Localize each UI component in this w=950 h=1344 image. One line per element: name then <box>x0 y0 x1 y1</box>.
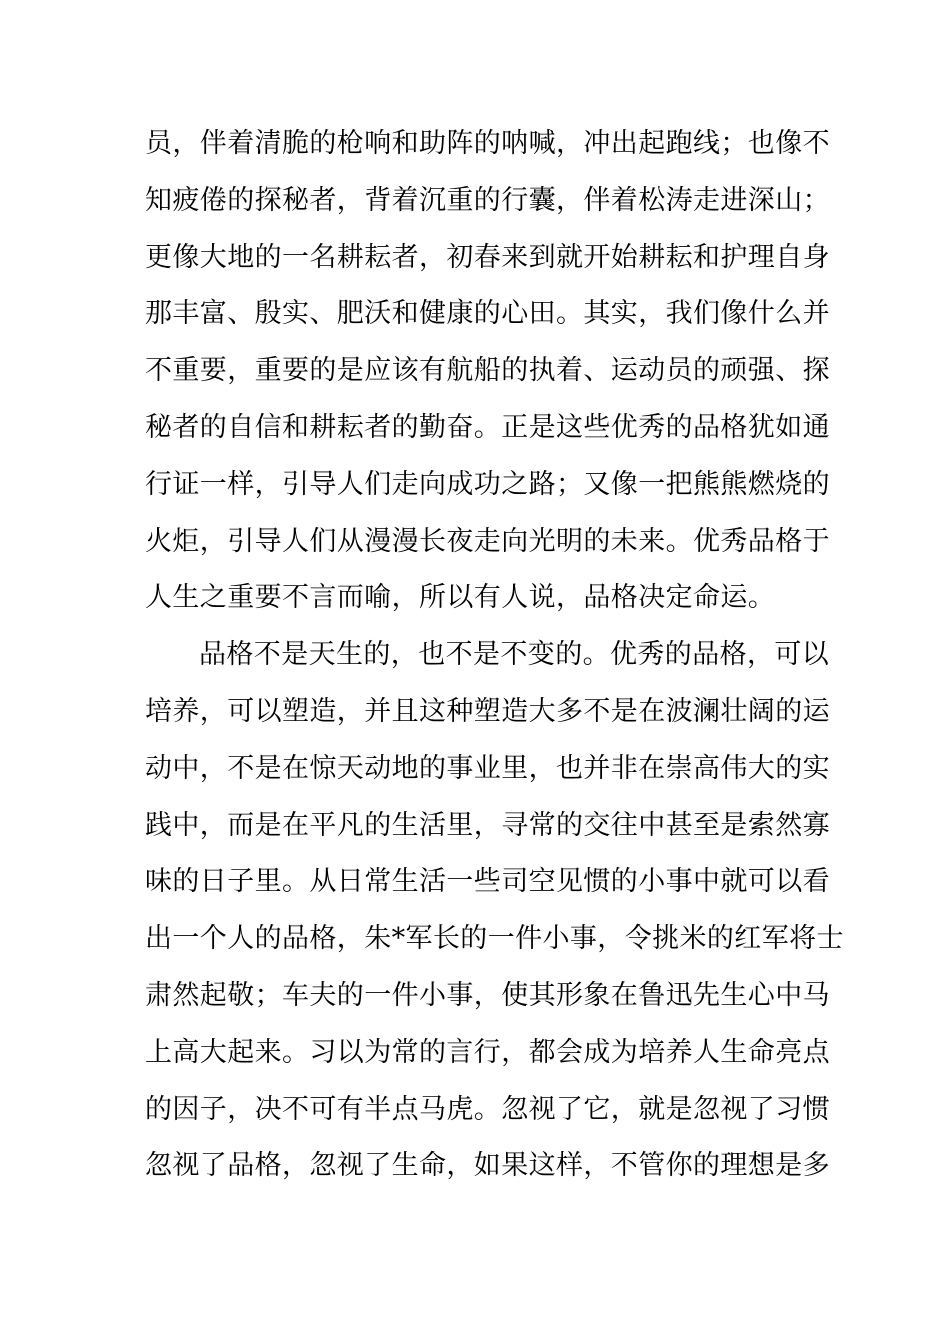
text-line: 人生之重要不言而喻，所以有人说，品格决定命运。 <box>145 582 776 614</box>
text-line: 不重要，重要的是应该有航船的执着、运动员的顽强、探 <box>145 355 830 387</box>
text-line: 出一个人的品格，朱*军长的一件小事，令挑米的红军将士 <box>145 923 844 955</box>
body-text <box>145 116 844 1195</box>
text-line: 上高大起来。习以为常的言行，都会成为培养人生命亮点 <box>145 1036 830 1068</box>
text-line: 培养，可以塑造，并且这种塑造大多不是在波澜壮阔的运 <box>145 695 830 727</box>
text-line: 味的日子里。从日常生活一些司空见惯的小事中就可以看 <box>145 866 830 898</box>
text-line: 肃然起敬；车夫的一件小事，使其形象在鲁迅先生心中马 <box>145 979 830 1011</box>
text-line: 那丰富、殷实、肥沃和健康的心田。其实，我们像什么并 <box>145 298 830 330</box>
text-line: 践中，而是在平凡的生活里，寻常的交往中甚至是索然寡 <box>145 809 830 841</box>
text-line: 动中，不是在惊天动地的事业里，也并非在崇高伟大的实 <box>145 752 830 784</box>
text-line: 的因子，决不可有半点马虎。忽视了它，就是忽视了习惯 <box>145 1093 830 1125</box>
paragraph-start-line: 品格不是天生的，也不是不变的。优秀的品格，可以 <box>199 639 830 671</box>
text-line: 秘者的自信和耕耘者的勤奋。正是这些优秀的品格犹如通 <box>145 411 830 443</box>
text-line: 行证一样，引导人们走向成功之路；又像一把熊熊燃烧的 <box>145 468 830 500</box>
text-line: 员，伴着清脆的枪响和助阵的呐喊，冲出起跑线；也像不 <box>145 128 830 159</box>
text-line: 更像大地的一名耕耘者，初春来到就开始耕耘和护理自身 <box>145 241 830 273</box>
text-line: 火炬，引导人们从漫漫长夜走向光明的未来。优秀品格于 <box>145 525 830 557</box>
text-line: 忽视了品格，忽视了生命，如果这样，不管你的理想是多 <box>145 1150 830 1182</box>
text-line: 知疲倦的探秘者，背着沉重的行囊，伴着松涛走进深山； <box>145 184 830 216</box>
